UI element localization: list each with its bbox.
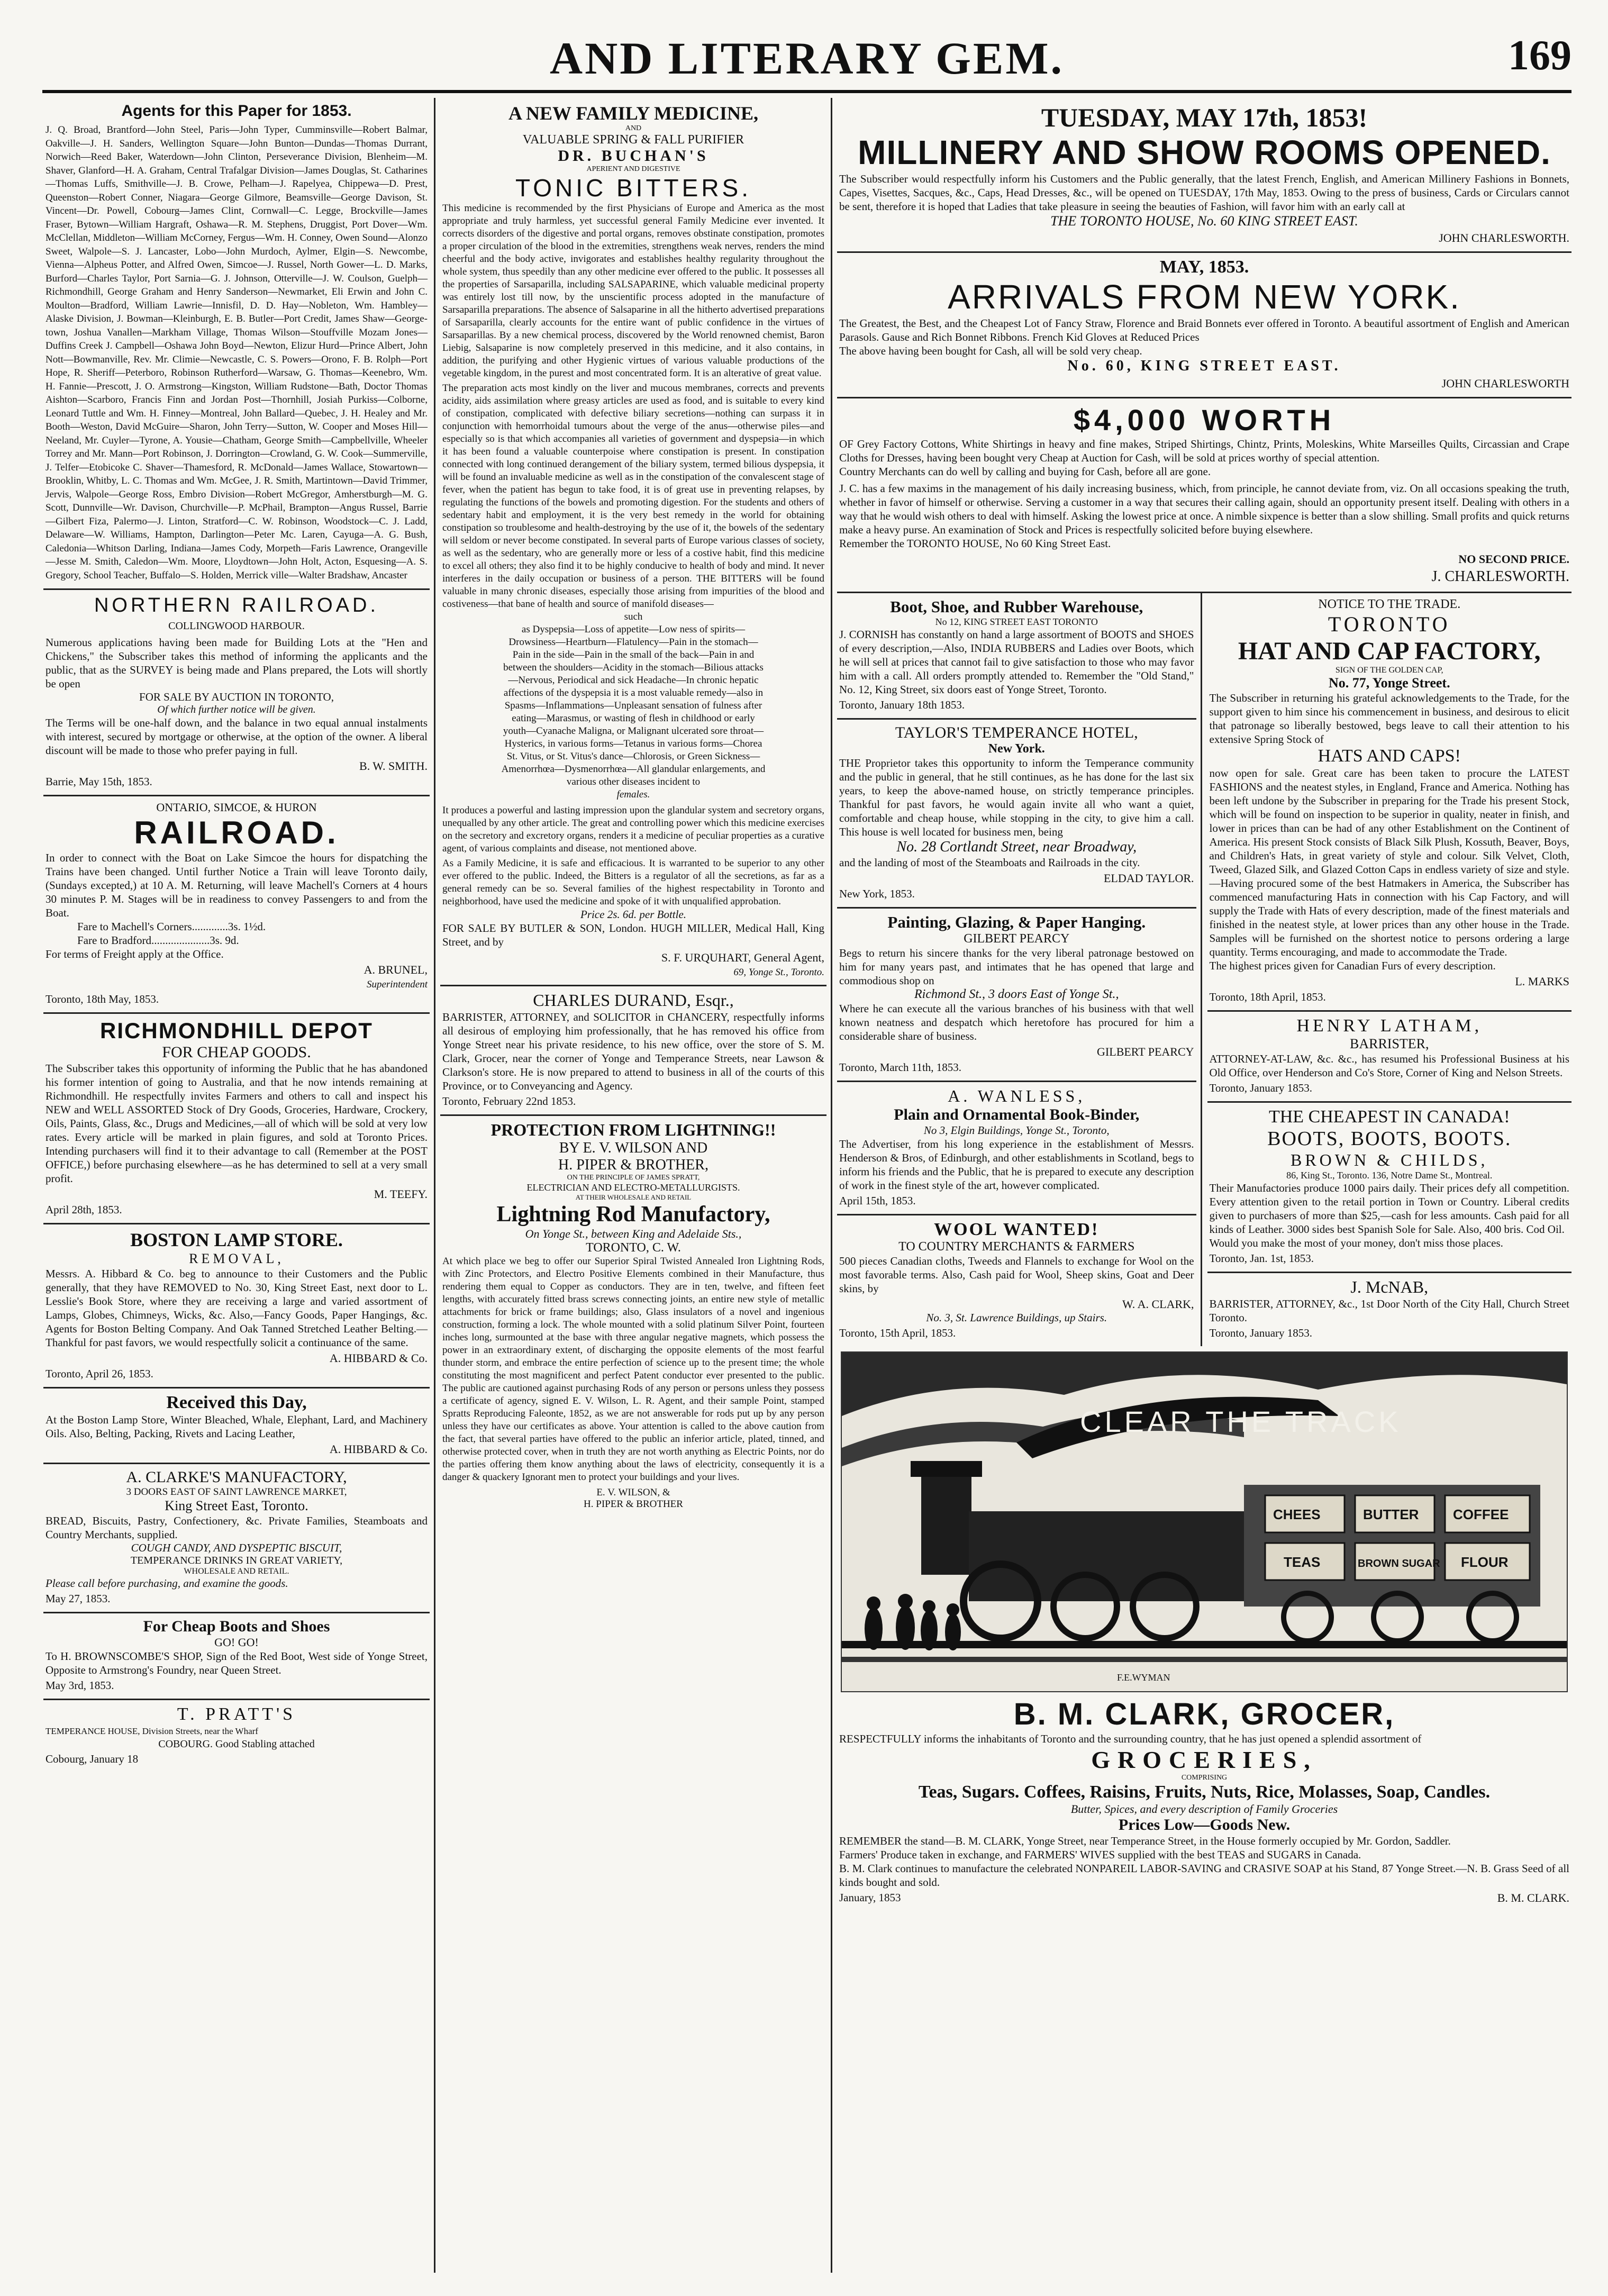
- ontario-body: In order to connect with the Boat on Lake Simcoe the hours for dispatching the Trains have been changed. Until further Notice a Train will leave Toronto daily, (Sundays excepted,) at 10 A. M. Returning, will leave Machell's Corners at 4 hours 30 minutes P. M. Stages will be in readiness to convey Passengers to and from the Boat.: [46, 851, 428, 919]
- lightning-by-2: H. PIPER & BROTHER,: [558, 1157, 708, 1173]
- millinery-signature: JOHN CHARLESWORTH.: [1439, 231, 1569, 244]
- richmond-title: RICHMONDHILL DEPOT: [100, 1018, 373, 1043]
- medicine-body-2: The preparation acts most kindly on the liver and mucous membranes, corrects and prevents acidity, aids assimilation where greasy articles are used as food, and is suitable to every kind of constipation, complicated with defective biliary secretions—nothing can surpass it in conjunction with hemorrhoidal tumours about the verge of the anus—otherwise piles—and especially so is that which accompanies all varieties of government and dyspepsia—in which it has been found a valuable counterpoise where constipation is present. In constipation connected with long continued derangement of the biliary system, termed bilious dyspepsia, it will be found an invaluable medicine as well as in the constipation of the convalescent stage of fever, when the patient has begun to take food, it is of great use in preventing relapses, by regulating the functions of the bowels and promoting digestion. For the students and others of sedentary habit and employment, it is the very best remedy in the world for obtaining constipation so troublesome and health-destroying by the use of it, the bowels of the sedentary will seldom or never become constipated. In several parts of Europe various classes of society, as well as the sedentary, who are generally more or less of a costive habit, find this medicine to excel all others; they also find it to be highly conducive to health of body and mind. It never interferes in the daily occupation or business of a person. THE BITTERS will be found valuable in many chronic diseases, especially those arising from impurities of the blood and costiveness—that bane of health and source of manifold diseases—: [442, 383, 824, 610]
- wool-title: WOOL WANTED!: [934, 1220, 1100, 1239]
- taylor-address: No. 28 Cortlandt Street, near Broadway,: [896, 839, 1137, 855]
- painting-date: Toronto, March 11th, 1853.: [839, 1061, 962, 1074]
- arrivals-note: The above having been bought for Cash, all will be sold very cheap.: [839, 344, 1142, 357]
- taylor-body: THE Proprietor takes this opportunity to inform the Temperance community and the public in general, that he still continues, as he has done for the last six years, to keep the above-named house, on strictly temperance principles. Thankful for past favors, he would again invite all who want a quiet, comfortable and cheap house, while stopping in the city, to give him a call. This house is well located for business men, being: [839, 757, 1194, 838]
- arrivals-signature: JOHN CHARLESWORTH: [1441, 377, 1569, 390]
- agents-title: Agents for this Paper for 1853.: [121, 102, 352, 120]
- wool-date: Toronto, 15th April, 1853.: [839, 1327, 956, 1339]
- medicine-body-1: This medicine is recommended by the first Physicians of Europe and America as the most appropriate and truly harmless, yet successful general Family Medicine ever invented. It corrects disorders of the digestive and portal organs, removes obstinate constipation, promotes a proper circulation of the blood in the extremities, strengthens weak nerves, renders the mind cheerful and the body active, invigorates and establishes healthy regularity throughout the whole system, thus speedily than any other medicine ever offered to the public. It possesses all the properties of Sarsaparilla, including SALSAPARINE, which valuable medicinal property was entirely lost till now, by the unscientific process adopted in the manufacture of Sarsaparilla preparations. The absence of Salsaparine in all the hitherto advertised preparations of Sarsaparilla, clearly accounts for the entire want of public confidence in the virtues of Sarsaparillas. By a new chemical process, discovered by the World renowned chemist, Baron Liebig, Salsaparine is now completely preserved in this medicine, and it also contains, in addition, the purifying and other Hygienic virtues of various valuable productions of the vegetable kingdom, in the purest and most concentrated form. It is an alterative of great value.: [442, 203, 824, 379]
- worth-signature: J. CHARLESWORTH.: [1431, 568, 1569, 585]
- grocer-footer: [839, 1889, 1569, 1905]
- northern-title: NORTHERN RAILROAD.: [94, 594, 379, 616]
- painting-body-2: Where he can execute all the various branches of his business with that well known neatness and despatch which heretofore has procured for him a considerable share of business.: [839, 1002, 1194, 1042]
- crate-label: TEAS: [1284, 1554, 1321, 1570]
- boston-lamp-ad: [43, 1224, 430, 1389]
- wool-ad: [837, 1215, 1196, 1346]
- taylor-city: New York.: [988, 742, 1045, 756]
- lightning-body: At which place we beg to offer our Superior Spiral Twisted Annealed Iron Lightning Rods, with Zinc Protectors, and Electro Positive Elements combined in their Manufacture, thus rendering them equal to Copper as conductors. They are in ten, twelve, and fifteen feet lengths, with accurately fitted brass screws connecting joints, an entire new style of metallic attachments for brick or frame buildings; also, Glass insulators of a novel and ingenious construction, forming a lock. The whole mounted with a solid platinum Silver Point, fourteen inches long, surmounted at the base with three angular negative magnets, which possess the power in an extraordinary extent, of discharging the opposite elements of the most fearful thunder storm, and embrace the entire perfection of science up to the present time; the whole constituting the most magnificent and perfect Patent conductor ever presented to the public. The public are cautioned against purchasing Rods of any person or persons unless they possess a certificate of agency, signed E. V. Wilson, L. R. Agent, and their sample Point, stamped Spratts Reproducing Faleonte, 1852, as we are not answerable for rods put up by any person unless they have our certificates as above. Your attention is called to the above caution from the fact, that several parties have offered to the public an inferior article, plated, tinned, and otherwise protected cover, when in truth they are not worth anything as Electric Points, nor do the parties offering them know anything about the laws of electricity, consequently it is a danger & quackery Ignorant men to protect your buildings and your lives.: [442, 1256, 824, 1483]
- column-1: [43, 98, 430, 2273]
- medicine-sub: VALUABLE SPRING & FALL PURIFIER: [522, 133, 744, 147]
- cheapest-date: Toronto, Jan. 1st, 1853.: [1209, 1252, 1314, 1265]
- richmond-body: The Subscriber takes this opportunity of informing the Public that he has abandoned his former intention of going to Australia, and that he now intends remaining at Richmondhill. He respectfully invites Farmers and others to call and inspect his NEW and WELL ASSORTED Stock of Dry Goods, Groceries, Hardware, Crockery, Oils, Paints, Glass, &c., Drugs and Medicines,—all of which will be sold at very low rates. Every article will be marked in plain figures, and sold at Toronto Prices. Intending purchasers will find it to their advantage to call (Remember at the POST OFFICE,) before purchasing elsewhere—as he has determined to sell at a very small profit.: [46, 1062, 428, 1185]
- ontario-fare-2: Fare to Bradford.....................3s. 9d.: [77, 934, 239, 947]
- cheapest-ad: [1207, 1103, 1571, 1273]
- wanless-date: April 15th, 1853.: [839, 1194, 916, 1207]
- northern-terms: The Terms will be one-half down, and the balance in two equal annual instalments with interest, secured by mortgage or otherwise, at the option of the owner. A liberal discount will be made to those who prefer paying in full.: [46, 716, 428, 757]
- worth-note: Country Merchants can do well by calling and buying for Cash, before all are gone.: [839, 465, 1211, 478]
- medicine-agent: S. F. URQUHART, General Agent,: [661, 951, 824, 964]
- crate-label: FLOUR: [1461, 1554, 1509, 1570]
- cheapest-body: Their Manufactories produce 1000 pairs daily. Their prices defy all competition. Every attention given to the retail portion in Town or Country. Liberal credits given to purchasers of more than $25,—cash for less amounts. Cash paid for all kinds of Leather. 3000 sides best Spanish Sole for Sale. Also, 400 bris. Cod Oil.: [1209, 1182, 1569, 1236]
- medicine-taper-2: as Dyspepsia—Loss of appetite—Low ness of spirits—Drowsiness—Heartburn—Flatulency—Pain in the stomach—Pain in the side—Pain in the small of the back—Pain in and between the shoulders—Acidity in the stomach—Bilious attacks—Nervous, Periodical and sick Headache—In chronic hepatic affections of the dyspepsia it is a most valuable remedy—also in Spasms—Inflammations—Unpleasant sensation of fulness after eating—Marasmus, or wasting of flesh in childhood or early youth—Cyanache Maligna, or Malignant ulcerated sore throat—Hysterics, in various forms—Tetanus in various forms—Chorea St. Vitus, or St. Vitus's dance—Chlorosis, or Green Sickness—Amenorrhœa—Dysmenorrhœa—All glandular enlargements, and various other diseases incident to: [501, 624, 766, 787]
- notice-note: The highest prices given for Canadian Furs of every description.: [1209, 959, 1496, 972]
- warehouse-address: No 12, KING STREET EAST TORONTO: [935, 616, 1098, 627]
- grocer-produce: Farmers' Produce taken in exchange, and FARMERS' WIVES supplied with the best TEAS and SUGARS in Canada.: [839, 1848, 1361, 1861]
- arrivals-body: The Greatest, the Best, and the Cheapest Lot of Fancy Straw, Florence and Braid Bonnets ever offered in Toronto. A beautiful assortment of English and American Parasols. Gause and Rich Bonnet Ribbons. French Kid Gloves at Reduced Prices: [839, 317, 1569, 343]
- wanless-address: No 3, Elgin Buildings, Yonge St., Toronto,: [923, 1124, 1110, 1137]
- latham-sub: BARRISTER,: [1349, 1036, 1429, 1051]
- crate-label: CHEES: [1273, 1507, 1321, 1522]
- clarke-line-6: WHOLESALE AND RETAIL.: [184, 1567, 289, 1576]
- worth-ad: [837, 398, 1571, 593]
- clarke-line-4: COUGH CANDY, AND DYSPEPTIC BISCUIT,: [131, 1541, 342, 1554]
- cheap-boots-sub: GO! GO!: [214, 1636, 259, 1649]
- crate-label: BROWN SUGAR: [1358, 1558, 1440, 1569]
- arrivals-address: No. 60, KING STREET EAST.: [1067, 358, 1341, 374]
- ontario-kicker: ONTARIO, SIMCOE, & HURON: [156, 801, 317, 814]
- warehouse-ad: [837, 593, 1196, 720]
- ontario-signature: A. BRUNEL,: [364, 963, 428, 976]
- notice-title: HAT AND CAP FACTORY,: [1238, 637, 1541, 665]
- taylor-title: TAYLOR'S TEMPERANCE HOTEL,: [895, 724, 1138, 741]
- ontario-fare-1: Fare to Machell's Corners.............3s. 1½d.: [77, 920, 266, 933]
- cheapest-address: 86, King St., Toronto. 136, Notre Dame St., Montreal.: [1286, 1170, 1493, 1181]
- worth-body-2: J. C. has a few maxims in the management of his daily increasing business, which, from principle, he cannot deviate from, viz. On all occasions speaking the truth, whether in favor of himself or otherwise. Serving a customer in a way that secures their calling again, should an opportunity present itself. Dealing with others in a way that he would wish others to deal with himself. Asking the lowest price at once. A nimble sixpence is better than a slow shilling. Small profits and quick returns make a heavy purse. An examination of Stock and Prices is respectfully solicited before buying elsewhere.: [839, 482, 1569, 536]
- masthead: [42, 32, 1571, 95]
- boston-title: BOSTON LAMP STORE.: [130, 1229, 343, 1250]
- cheap-boots-body: To H. BROWNSCOMBE'S SHOP, Sign of the Red Boot, West side of Yonge Street, Opposite to Armstrong's Foundry, near Queen Street.: [46, 1650, 428, 1676]
- lightning-principle: ON THE PRINCIPLE OF JAMES SPRATT,: [567, 1174, 700, 1182]
- millinery-address: THE TORONTO HOUSE, No. 60 KING STREET EAST.: [1050, 213, 1358, 229]
- latham-body: ATTORNEY-AT-LAW, &c. &c., has resumed his Professional Business at his Old Office, over Henderson and Co's Store, Corner of King and Nelson Streets.: [1209, 1052, 1569, 1079]
- grocer-remember: REMEMBER the stand—B. M. CLARK, Yonge Street, near Temperance Street, in the House formerly occupied by Mr. Gordon, Saddler.: [839, 1835, 1451, 1847]
- col3-right-stack: [1202, 593, 1571, 1346]
- agents-ad: [43, 98, 430, 590]
- column-2: [440, 98, 826, 2273]
- medicine-ad: [440, 98, 826, 986]
- millinery-title: MILLINERY AND SHOW ROOMS OPENED.: [858, 133, 1551, 171]
- cheap-boots-ad: [43, 1613, 430, 1700]
- masthead-title: AND LITERARY GEM.: [549, 33, 1064, 84]
- taylor-ad: [837, 720, 1196, 909]
- wool-signature: W. A. CLARK,: [1122, 1297, 1194, 1311]
- grocer-body: RESPECTFULLY informs the inhabitants of Toronto and the surrounding country, that he has just opened a splendid assortment of: [839, 1732, 1422, 1745]
- column-3: [837, 98, 1571, 2273]
- pratt-ad: [43, 1700, 430, 1772]
- painting-ad: [837, 909, 1196, 1082]
- clarke-note: Please call before purchasing, and examine the goods.: [46, 1577, 288, 1590]
- northern-signature: B. W. SMITH.: [359, 759, 428, 773]
- cheapest-firm: BROWN & CHILDS,: [1290, 1150, 1488, 1169]
- taylor-signature: ELDAD TAYLOR.: [1103, 872, 1194, 885]
- lightning-ad: [440, 1116, 826, 1517]
- lightning-city: TORONTO, C. W.: [586, 1241, 681, 1255]
- wool-body: 500 pieces Canadian cloths, Tweeds and Flannels to exchange for Wool on the most favorable terms. Also, Cash paid for Wool, Sheep skins, Goat and Deer skins, by: [839, 1255, 1194, 1295]
- notice-body: The Subscriber in returning his grateful acknowledgements to the Trade, for the support given to him since his commencement in business, and desirous to elicit that patronage so liberally bestowed, begs leave to call their attention to his extensive Spring Stock of: [1209, 692, 1569, 746]
- column-divider: [831, 98, 832, 2273]
- painting-address: Richmond St., 3 doors East of Yonge St.,: [914, 987, 1119, 1001]
- notice-sign: SIGN OF THE GOLDEN CAP,: [1335, 666, 1443, 675]
- grocer-signature: B. M. CLARK.: [1497, 1891, 1569, 1904]
- taylor-body-2: and the landing of most of the Steamboats and Railroads in the city.: [839, 856, 1140, 869]
- durand-date: Toronto, February 22nd 1853.: [442, 1095, 576, 1108]
- medicine-agent-address: 69, Yonge St., Toronto.: [733, 967, 824, 978]
- received-title: Received this Day,: [166, 1393, 307, 1412]
- wanless-body: The Advertiser, from his long experience in the establishment of Messrs. Henderson & Bros, of Edinburgh, and other establishments in Scotland, begs to inform his friends and the Public, that he is prepared to execute any description of work in the finest style of the art, however complicated.: [839, 1138, 1194, 1192]
- clarke-line-2: 3 DOORS EAST OF SAINT LAWRENCE MARKET,: [126, 1486, 347, 1498]
- durand-ad: [440, 986, 826, 1116]
- clear-the-track-illustration: [841, 1351, 1568, 1692]
- received-body: At the Boston Lamp Store, Winter Bleached, Whale, Elephant, Lard, and Machinery Oils. Also, Belting, Packing, Rivets and Lacing Leather,: [46, 1413, 428, 1440]
- medicine-tonic: TONIC BITTERS.: [515, 174, 752, 202]
- lightning-factory: Lightning Rod Manufactory,: [496, 1202, 770, 1227]
- painting-signature: GILBERT PEARCY: [1097, 1045, 1194, 1058]
- richmond-date: April 28th, 1853.: [46, 1203, 122, 1216]
- notice-city: TORONTO: [1328, 612, 1451, 636]
- medicine-taper-1: such: [624, 611, 643, 622]
- arrivals-kicker: MAY, 1853.: [1159, 257, 1249, 277]
- grocer-date: January, 1853: [839, 1891, 901, 1904]
- latham-title: HENRY LATHAM,: [1296, 1016, 1483, 1036]
- col3-split-row: [837, 593, 1571, 1346]
- pratt-title: T. PRATT'S: [177, 1704, 296, 1724]
- painting-name: GILBERT PEARCY: [964, 932, 1070, 946]
- painting-title: Painting, Glazing, & Paper Hanging.: [887, 913, 1146, 931]
- cheapest-title: THE CHEAPEST IN CANADA!: [1268, 1107, 1510, 1127]
- northern-sale: FOR SALE BY AUCTION IN TORONTO,: [139, 691, 334, 703]
- medicine-taper-3: females.: [616, 789, 650, 800]
- richmond-signature: M. TEEFY.: [374, 1187, 428, 1201]
- medicine-price: Price 2s. 6d. per Bottle.: [580, 908, 687, 921]
- ontario-railroad-ad: [43, 796, 430, 1014]
- cheapest-title-2: BOOTS, BOOTS, BOOTS.: [1267, 1128, 1512, 1150]
- lightning-title: PROTECTION FROM LIGHTNING!!: [490, 1120, 776, 1139]
- wool-sub: TO COUNTRY MERCHANTS & FARMERS: [898, 1240, 1135, 1254]
- durand-title: CHARLES DURAND, Esqr.,: [533, 991, 734, 1010]
- illustration-artist: F.E.WYMAN: [1117, 1672, 1170, 1683]
- masthead-rule: [42, 90, 1571, 93]
- boston-subtitle: REMOVAL,: [189, 1251, 284, 1266]
- worth-remember: Remember the TORONTO HOUSE, No 60 King Street East.: [839, 537, 1111, 550]
- medicine-body-4: As a Family Medicine, it is safe and efficacious. It is warranted to be superior to any other ever offered to the public. Indeed, the Bitters is a regulator of all the secretions, as far as a general remedy can be so. Several families of the highest respectability in Toronto and neighborhood, have used the medicine and spoke of it with unqualified approbation.: [442, 858, 824, 907]
- clarke-title: A. CLARKE'S MANUFACTORY,: [126, 1468, 347, 1486]
- medicine-title: A NEW FAMILY MEDICINE,: [508, 103, 759, 124]
- painting-body: Begs to return his sincere thanks for the very liberal patronage bestowed on him for many years past, and intimates that he has opened that large and commodious shop on: [839, 947, 1194, 987]
- crate-label: BUTTER: [1363, 1507, 1419, 1522]
- pratt-line-2: COBOURG. Good Stabling attached: [158, 1738, 315, 1750]
- col3-left-stack: [837, 593, 1202, 1346]
- clarke-date: May 27, 1853.: [46, 1592, 111, 1605]
- boston-date: Toronto, April 26, 1853.: [46, 1367, 153, 1380]
- notice-address: No. 77, Yonge Street.: [1328, 675, 1450, 691]
- cheap-boots-date: May 3rd, 1853.: [46, 1679, 114, 1692]
- northern-body: Numerous applications having been made for Building Lots at the "Hen and Chickens," the Subscriber takes this method of informing the applicants and the public, that as the SURVEY is being made and Plans prepared, the Lots will shortly be open: [46, 636, 428, 690]
- northern-date: Barrie, May 15th, 1853.: [46, 775, 152, 788]
- grocer-soap: B. M. Clark continues to manufacture the celebrated NONPAREIL LABOR-SAVING and CRASIVE SOAP at his Stand, 87 Yonge Street.—N. B. Grass Seed of all kinds bought and sold.: [839, 1862, 1569, 1889]
- taylor-date: New York, 1853.: [839, 887, 915, 900]
- page-number: 169: [1508, 32, 1571, 79]
- worth-body: OF Grey Factory Cottons, White Shirtings in heavy and fine makes, Striped Shirtings, Chintz, Prints, Moleskins, White Marseilles Quilts, Circassian and Crape Cloths for Dresses, having been bought very Cheap at Auction for Cash, will be sold at prices worthy of special attention.: [839, 438, 1569, 464]
- mcnab-date: Toronto, January 1853.: [1209, 1327, 1313, 1339]
- grocer-title: B. M. CLARK, GROCER,: [1013, 1697, 1395, 1731]
- ontario-freight: For terms of Freight apply at the Office.: [46, 948, 224, 960]
- boston-body: Messrs. A. Hibbard & Co. beg to announce to their Customers and the Public generally, that they have REMOVED to No. 30, King Street East, next door to L. Lesslie's Book Store, where they are receiving a large and varied assortment of Lamps, Globes, Chimneys, Wicks, &c. Also,—Fancy Goods, Paper Hangings, &c. Agents for Boston Belting Company. And Oak Tanned Stretched Leather Belting.—Thankful for past favors, we would respectfully solicit a continuance of the same.: [46, 1267, 428, 1349]
- millinery-body: The Subscriber would respectfully inform his Customers and the Public generally, that the latest French, English, and American Millinery Fashions in Bonnets, Capes, Visettes, Sacques, &c., Caps, Head Dresses, &c., will be opened on TUESDAY, 17th May, 1853. Owing to the press of business, Cards or Circulars cannot be sent, therefore it is hoped that Ladies that take pleasure in seeing the beauties of Fashion, will favor him with an early call at: [839, 173, 1569, 213]
- ontario-sig-title: Superintendent: [366, 979, 428, 990]
- grocer-groceries: GROCERIES,: [1091, 1746, 1318, 1773]
- northern-railroad-ad: [43, 590, 430, 796]
- medicine-sale: FOR SALE BY BUTLER & SON, London. HUGH MILLER, Medical Hall, King Street, and by: [442, 922, 824, 948]
- hat-factory-ad: [1207, 593, 1571, 1012]
- lightning-wholesale: AT THEIR WHOLESALE AND RETAIL: [575, 1193, 692, 1201]
- arrivals-title: ARRIVALS FROM NEW YORK.: [948, 278, 1461, 316]
- pratt-date: Cobourg, January 18: [46, 1753, 139, 1765]
- agents-body: J. Q. Broad, Brantford—John Steel, Paris—John Typer, Cumminsville—Robert Balmar, Oakville—J. H. Sanders, Wellington Square—John Bunton—Dundas—Thomas Durrant, Norwich—Reed Baker, Waterdown—John Clinton, Perseverance Division, Blenheim—M. Shaver, Glanford—H. A. Graham, Central Trafalgar Division—James Douglas, St. Catharines—Thomas Luffs, Smithville—J. B. Crowe, Pelham—J. Rapelyea, Chippewa—D. Prest, Queenston—Robert Conner, Niagara—George Gilmore, Beamsville—George Davison, St. Vincent—Dr. Powell, Cobourg—James Clint, Cornwall—C. Legge, Brockville—James Fraser, Bytown—William Hargraft, Oshawa—R. M. Stephens, Druggist, Port Dover—Wm. McClellan, Middleton—William McCorney, Fergus—Wm. H. Conney, Owen Sound—Alonzo Sweet, Walpole—S. J. Lancaster, Lobo—John Murdoch, Aylmer, Elgin—S. Newcombe, Vienna—Alpheus Potter, and Alfred Owen, Simcoe—J. Russel, North Gower—L. D. Marks, Burford—Charles Taylor, Port Sarnia—G. J. Johnson, Otterville—J. W. Coulson, Guelph—Richmondhill, George Graham and Henry Sanderson—Newmarket, Eli Erwin and John C. Moulton—Bradford, William Lawrie—Innisfil, D. D. Hay—Nobleton, Wm. Hambley—Alaske Division, J. Bowman—Kleinburgh, E. B. Butler—Port Credit, James Shaw—George-town, Joshua Vanallen—Markham Village, Thomas Wilson—Stouffville Mozam Jones—Duffins Creek J. Campbell—Oshawa John Boyd—Newton, Elizur Hurd—Prince Albert, John Nott—Bowmanville, Rev. Mr. Climie—Newcastle, C. S. Powers—Orono, F. B. Rolph—Port Hope, R. Sheriff—Peterboro, Robinson Rutherford—Warsaw, G. Thomas—Keenebro, Wm. H. Fannie—Prescott, J. O. Armstrong—Kingston, William Rudstone—Bath, Doctor Thomas Aishton—Scarboro, Francis Finn and Jordan Post—Thornhill, Josiah Purkiss—Colborne, Leonard Tuttle and Wm. H. Finney—Montreal, John Ballard—Quebec, J. H. Healey and Mr. Booth—Weston, David McGuire—Sharon, John Terry—Sutton, W. Cooper and Moses Hill—Neeland, Mr. Cuyler—Tyrone, A. Yousie—Chatham, George Smith—Campbellville, Wheeler Torrey and Mr. Mann—Port Robinson, J. Dorrington—Crowland, G. W. Cook—Summerville, J. Telfer—Etobicoke C. Shaver—Thamesford, R. McDonald—James Wallace, Stowartown—Brooklin, Whitby, L. C. Thomas and Wm. McGee, J. R. Smith, Martintown—David Trimmer, Jervis, Walpole—George Ross, Embro Division—Robert McGregor, Amherstburgh—M. G. Scott, Dunnville—Wr. Davison, Churchville—P. McPhail, Brampton—Angus Russel, Barrie—Gilbert Fiza, Palermo—J. Linton, Stratford—C. W. Robinson, Woodstock—C. J. Ladd, Delaware—W. Williams, Hampton, Darlington—Peter Mc. Laren, Cayuga—A. G. Bush, Caledonia—Whitson Darling, Indiana—James Cody, Morpeth—Faris Lawrence, Orangeville—Jesse M. Smith, Caledon—Wm. Moore, Lloydtown—John Holt, Acton, Esquesing—A. S. Gregory, School Teacher, Buffalo—S. Holden, Merrick ville—Walter Bradshaw, Ancaster: [46, 124, 428, 581]
- worth-second: NO SECOND PRICE.: [1458, 552, 1569, 566]
- notice-hats: HATS AND CAPS!: [1318, 746, 1461, 766]
- grocer-list-2: Butter, Spices, and every description of Family Groceries: [1070, 1802, 1338, 1816]
- lightning-sig-2: H. PIPER & BROTHER: [584, 1499, 683, 1510]
- warehouse-title: Boot, Shoe, and Rubber Warehouse,: [890, 597, 1143, 616]
- wool-address: No. 3, St. Lawrence Buildings, up Stairs.: [926, 1311, 1107, 1324]
- warehouse-date: Toronto, January 18th 1853.: [839, 698, 965, 711]
- notice-date: Toronto, 18th April, 1853.: [1209, 991, 1326, 1003]
- illustration-banner: CLEAR THE TRACK: [1080, 1405, 1402, 1438]
- grocer-ad: [837, 1692, 1571, 1911]
- worth-title: $4,000 WORTH: [1073, 403, 1336, 437]
- notice-head: NOTICE TO THE TRADE.: [1318, 597, 1461, 611]
- medicine-and: AND: [625, 124, 642, 132]
- ontario-title: RAILROAD.: [134, 815, 339, 850]
- northern-subtitle: COLLINGWOOD HARBOUR.: [168, 620, 305, 632]
- grocer-prices: Prices Low—Goods New.: [1118, 1816, 1291, 1834]
- received-signature: A. HIBBARD & Co.: [329, 1442, 428, 1456]
- lightning-electricians: ELECTRICIAN AND ELECTRO-METALLURGISTS.: [526, 1182, 740, 1193]
- lightning-sig-1: E. V. WILSON, &: [596, 1487, 670, 1498]
- medicine-dr: DR. BUCHAN'S: [558, 147, 709, 165]
- clarke-body: BREAD, Biscuits, Pastry, Confectionery, &c. Private Families, Steamboats and Country Merchants, supplied.: [46, 1514, 428, 1541]
- northern-sale-note: Of which further notice will be given.: [157, 704, 316, 715]
- latham-ad: [1207, 1012, 1571, 1103]
- warehouse-body: J. CORNISH has constantly on hand a large assortment of BOOTS and SHOES of every description,—Also, INDIA RUBBERS and Ladies over Boots, which he will sell at prices that cannot fail to give satisfaction to those who may favor him with a call. All orders promptly attended to. Remember the "Old Stand," No. 12, King Street, six doors east of Yonge Street, Toronto.: [839, 628, 1194, 696]
- pratt-body: TEMPERANCE HOUSE, Division Streets, near the Wharf: [46, 1726, 258, 1736]
- notice-signature: L. MARKS: [1515, 975, 1569, 988]
- latham-date: Toronto, January 1853.: [1209, 1082, 1313, 1094]
- train-engraving: [842, 1353, 1567, 1691]
- received-ad: [43, 1389, 430, 1464]
- mcnab-ad: [1207, 1273, 1571, 1346]
- millinery-date: TUESDAY, MAY 17th, 1853!: [1041, 103, 1368, 132]
- grocer-list: Teas, Sugars. Coffees, Raisins, Fruits, Nuts, Rice, Molasses, Soap, Candles.: [918, 1782, 1491, 1802]
- richmondhill-ad: [43, 1014, 430, 1224]
- mcnab-body: BARRISTER, ATTORNEY, &c., 1st Door North of the City Hall, Church Street Toronto.: [1209, 1297, 1569, 1324]
- wanless-ad: [837, 1082, 1196, 1215]
- millinery-ad: [837, 98, 1571, 253]
- boston-signature: A. HIBBARD & Co.: [329, 1351, 428, 1365]
- medicine-aperient: APERIENT AND DIGESTIVE: [586, 165, 680, 173]
- clarke-manufactory-ad: [43, 1464, 430, 1613]
- medicine-body-3: It produces a powerful and lasting impression upon the glandular system and secretory organs, unequalled by any other article. The great and controlling power which this medicine exercises on the secretory and excretory organs, renders it a medicine of peculiar properties as a curative agent, of various complaints and disease, not mentioned above.: [442, 805, 824, 854]
- durand-body: BARRISTER, ATTORNEY, and SOLICITOR in CHANCERY, respectfully informs all desirous of employing him professionally, that he has removed his office from Yonge Street near his private residence, to his new office, over the store of S. M. Clark, Grocer, near the corner of Yonge and Temperance Streets, near Lawson & Clarkson's store. He is now prepared to attend to business in all of the courts of this Province, or to Conveyancing and Agency.: [442, 1011, 824, 1092]
- ontario-date: Toronto, 18th May, 1853.: [46, 993, 159, 1005]
- clarke-line-3: King Street East, Toronto.: [165, 1498, 308, 1513]
- cheap-boots-title: For Cheap Boots and Shoes: [143, 1618, 330, 1635]
- crate-label: COFFEE: [1453, 1507, 1509, 1522]
- column-divider: [434, 98, 435, 2273]
- lightning-location: On Yonge St., between King and Adelaide Sts.,: [525, 1227, 742, 1240]
- clarke-line-5: TEMPERANCE DRINKS IN GREAT VARIETY,: [130, 1555, 343, 1566]
- grocer-comprising: COMPRISING: [1181, 1774, 1228, 1782]
- wanless-title: A. WANLESS,: [948, 1086, 1086, 1105]
- mcnab-title: J. McNAB,: [1350, 1277, 1429, 1296]
- cheapest-note: Would you make the most of your money, don't miss those places.: [1209, 1237, 1503, 1249]
- richmond-subtitle: FOR CHEAP GOODS.: [162, 1043, 311, 1061]
- wanless-sub: Plain and Ornamental Book-Binder,: [894, 1106, 1140, 1123]
- arrivals-ad: [837, 253, 1571, 398]
- notice-body-2: now open for sale. Great care has been taken to procure the LATEST FASHIONS and the neatest styles, in England, France and America. Nothing has been left undone by the Subscriber in preparing for the Trade his present Stock, which will be found on inspection to be superior in quality, neater in finish, and lower in prices than can be had of any other Establishment on the Continent of America. His present Stock consists of Black Silk Plush, Kossuth, Beaver, Boys, and Children's Hats, in great variety of style and colour. Silk Velvet, Cloth, Tweed, Glazed Silk, and Glazed Cotton Caps in endless variety of size and style.—Having procured some of the best Hatmakers in America, the Subscriber has commenced manufacturing Hats in connection with his Cap Factory, and will supply the Trade with Hats of every description, made of the finest materials and finished in the neatest style, at lower prices than any other house in the Trade. Samples will be furnished on the shortest notice to persons ordering a large quantity. Terms encouraging, and made to accommodate the Trade.: [1209, 767, 1569, 958]
- lightning-by: BY E. V. WILSON AND: [559, 1140, 708, 1156]
